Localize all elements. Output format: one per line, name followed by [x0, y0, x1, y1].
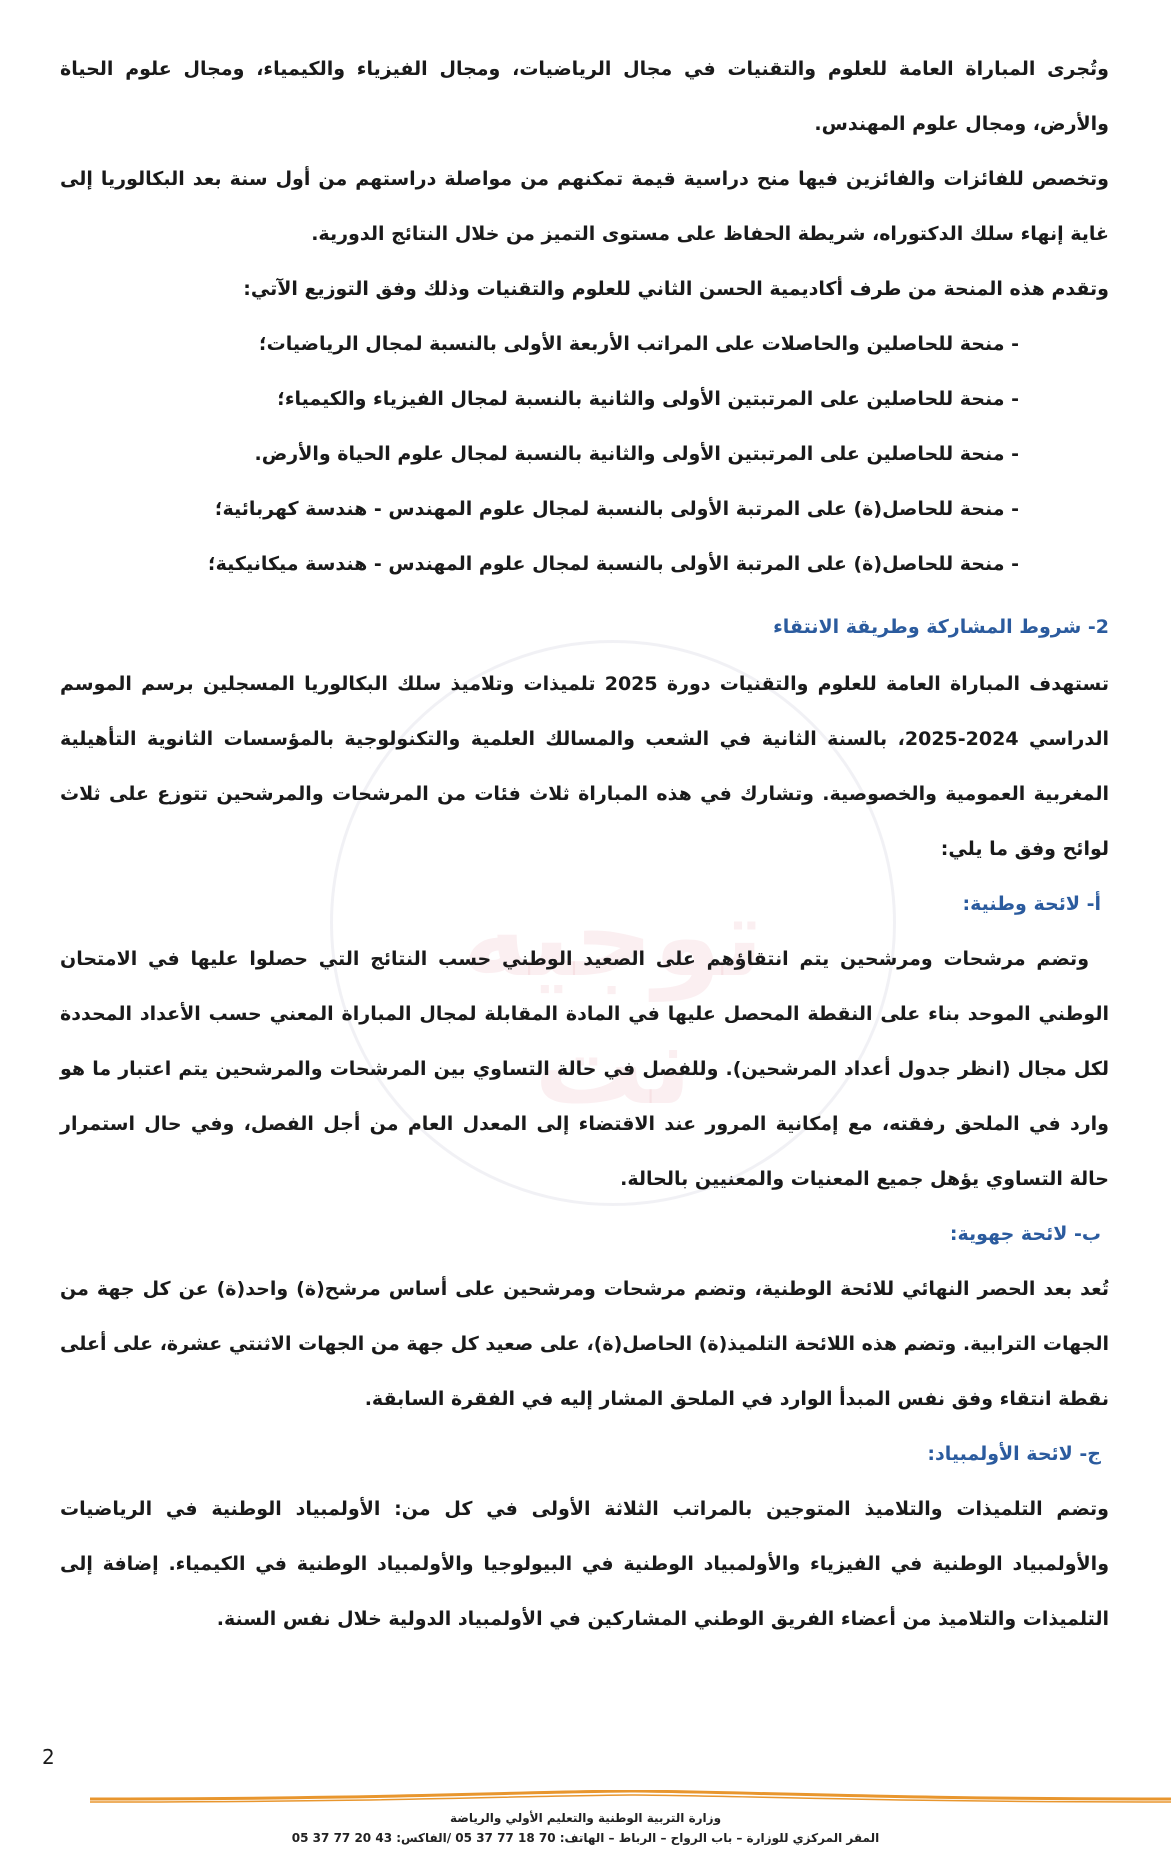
scholarship-item: - منحة للحاصلين على المرتبتين الأولى والثانية بالنسبة لمجال علوم الحياة والأرض.: [60, 427, 1019, 482]
footer-address: المقر المركزي للوزارة – باب الرواح – الرباط – الهاتف: 70 18 77 37 05 /الفاكس: 43 20 77 37 05: [291, 1831, 880, 1845]
intro-paragraph-2: وتخصص للفائزات والفائزين فيها منح دراسية قيمة تمكنهم من مواصلة دراستهم من أول سنة بعد البكالوريا إلى غاية إنهاء سلك الدكتوراه، شريطة الحفاظ على مستوى التميز من خلال النتائج الدورية.: [60, 168, 1109, 245]
list-b-paragraph: تُعد بعد الحصر النهائي للائحة الوطنية، وتضم مرشحات ومرشحين على أساس مرشح(ة) واحد(ة) عن كل جهة من الجهات الترابية. وتضم هذه اللائحة التلميذ(ة) الحاصل(ة)، على صعيد كل جهة من الجهات الاثنتي عشرة، على أعلى نقطة انتقاء وفق نفس المبدأ الوارد في الملحق المشار إليه في الفقرة السابقة.: [60, 1278, 1109, 1410]
section-2-paragraph: تستهدف المباراة العامة للعلوم والتقنيات دورة 2025 تلميذات وتلاميذ سلك البكالوريا المسجلين برسم الموسم الدراسي 2024-2025، بالسنة الثانية في الشعب والمسالك العلمية والتكنولوجية بالمؤسسات الثانوية التأهيلية المغربية العمومية والخصوصية. وتشارك في هذه المباراة ثلاث فئات من المرشحات والمرشحين تتوزع على ثلاث لوائح وفق ما يلي:: [60, 673, 1109, 860]
watermark-text: توجيه نت: [462, 873, 764, 1129]
intro-paragraph-3: وتقدم هذه المنحة من طرف أكاديمية الحسن الثاني للعلوم والتقنيات وذلك وفق التوزيع الآتي:: [243, 278, 1109, 300]
list-b-heading: ب- لائحة جهوية:: [949, 1223, 1101, 1245]
list-a-heading: أ- لائحة وطنية:: [962, 893, 1101, 915]
scholarship-item: - منحة للحاصلين والحاصلات على المراتب الأربعة الأولى بالنسبة لمجال الرياضيات؛: [60, 317, 1019, 372]
list-c-heading: ج- لائحة الأولمبياد:: [927, 1443, 1101, 1465]
document-content: [60, 42, 1109, 1647]
section-2-heading: 2- شروط المشاركة وطريقة الانتقاء: [773, 616, 1109, 638]
footer-ministry: وزارة التربية الوطنية والتعليم الأولي والرياضة: [449, 1811, 722, 1825]
scholarship-list: [60, 317, 1109, 592]
scholarship-item: - منحة للحاصل(ة) على المرتبة الأولى بالنسبة لمجال علوم المهندس - هندسة ميكانيكية؛: [60, 537, 1019, 592]
scholarship-item: - منحة للحاصل(ة) على المرتبة الأولى بالنسبة لمجال علوم المهندس - هندسة كهربائية؛: [60, 482, 1019, 537]
intro-paragraph-1: وتُجرى المباراة العامة للعلوم والتقنيات في مجال الرياضيات، ومجال الفيزياء والكيمياء، ومجال علوم الحياة والأرض، ومجال علوم المهندس.: [60, 58, 1109, 135]
list-c-paragraph: وتضم التلميذات والتلاميذ المتوجين بالمراتب الثلاثة الأولى في كل من: الأولمبياد الوطنية في الرياضيات والأولمبياد الوطنية في الفيزياء والأولمبياد الوطنية في البيولوجيا والأولمبياد الوطنية في الكيمياء. إضافة إلى التلميذات والتلاميذ من أعضاء الفريق الوطني المشاركين في الأولمبياد الدولية خلال نفس السنة.: [60, 1498, 1109, 1630]
footer-divider: [90, 1790, 1171, 1808]
list-a-paragraph: وتضم مرشحات ومرشحين يتم انتقاؤهم على الصعيد الوطني حسب النتائج التي حصلوا عليها في الامتحان الوطني الموحد بناء على النقطة المحصل عليها في المادة المقابلة لمجال المباراة المعني حسب الأعداد المحددة لكل مجال (انظر جدول أعداد المرشحين). وللفصل في حالة التساوي بين المرشحات والمرشحين يتم اعتبار ما هو وارد في الملحق رفقته، مع إمكانية المرور عند الاقتضاء إلى المعدل العام من أجل الفصل، وفي حال استمرار حالة التساوي يؤهل جميع المعنيات والمعنيين بالحالة.: [60, 948, 1109, 1190]
footer: [0, 1808, 1171, 1848]
scholarship-item: - منحة للحاصلين على المرتبتين الأولى والثانية بالنسبة لمجال الفيزياء والكيمياء؛: [60, 372, 1019, 427]
page-number: 2: [42, 1745, 55, 1769]
